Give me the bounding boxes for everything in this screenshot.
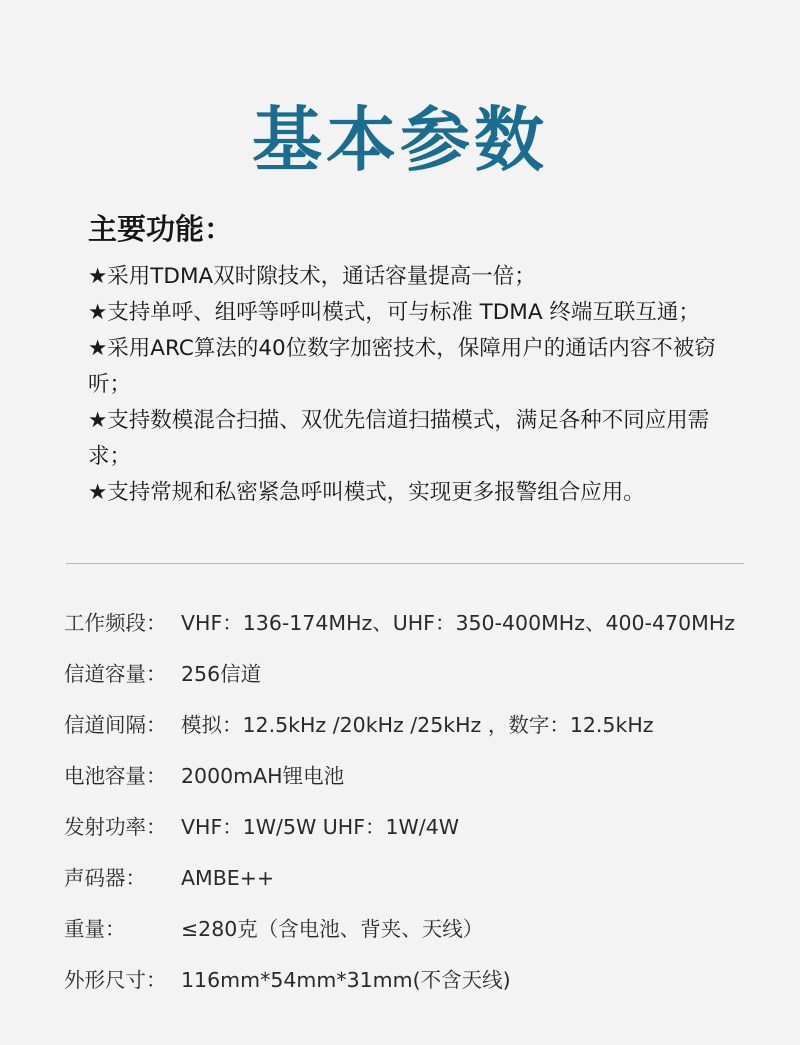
specs-section bbox=[64, 598, 784, 1006]
page-title: 基本参数 bbox=[252, 98, 548, 181]
spec-row-battery bbox=[64, 751, 784, 802]
spec-row-weight bbox=[64, 904, 784, 955]
feature-item: ★支持常规和私密紧急呼叫模式，实现更多报警组合应用。 bbox=[88, 480, 645, 505]
spec-label: 电池容量： bbox=[64, 764, 167, 788]
spec-label: 重量： bbox=[64, 917, 126, 941]
features-section bbox=[88, 207, 748, 511]
feature-item: ★支持单呼、组呼等呼叫模式，可与标准 TDMA 终端互联互通； bbox=[88, 300, 700, 325]
spec-value: 2000mAH锂电池 bbox=[181, 764, 345, 788]
feature-list bbox=[88, 259, 748, 511]
spec-label: 发射功率： bbox=[64, 815, 167, 839]
spec-value: 256信道 bbox=[181, 662, 262, 686]
section-divider bbox=[66, 563, 744, 564]
spec-value: VHF：1W/5W UHF：1W/4W bbox=[181, 815, 460, 839]
feature-item: ★支持数模混合扫描、双优先信道扫描模式，满足各种不同应用需求； bbox=[88, 408, 710, 469]
feature-item: ★采用TDMA双时隙技术，通话容量提高一倍； bbox=[88, 264, 536, 289]
spec-label: 声码器： bbox=[64, 866, 146, 890]
spec-row-dimensions bbox=[64, 955, 784, 1006]
spec-value: 116mm*54mm*31mm(不含天线) bbox=[181, 968, 511, 992]
features-heading: 主要功能： bbox=[88, 212, 234, 246]
spec-row-frequency bbox=[64, 598, 784, 649]
spec-row-channel-spacing bbox=[64, 700, 784, 751]
spec-label: 信道容量： bbox=[64, 662, 167, 686]
feature-item: ★采用ARC算法的40位数字加密技术，保障用户的通话内容不被窃听； bbox=[88, 336, 716, 397]
spec-row-power bbox=[64, 802, 784, 853]
spec-row-channel-capacity bbox=[64, 649, 784, 700]
spec-value: AMBE++ bbox=[181, 866, 275, 890]
spec-value: ≤280克（含电池、背夹、天线） bbox=[181, 917, 484, 941]
spec-label: 工作频段： bbox=[64, 611, 167, 635]
spec-row-vocoder bbox=[64, 853, 784, 904]
spec-label: 外形尺寸： bbox=[64, 968, 167, 992]
spec-value: 模拟：12.5kHz /20kHz /25kHz ，数字：12.5kHz bbox=[181, 713, 654, 737]
spec-label: 信道间隔： bbox=[64, 713, 167, 737]
spec-value: VHF：136-174MHz、UHF：350-400MHz、400-470MHz bbox=[181, 611, 735, 635]
